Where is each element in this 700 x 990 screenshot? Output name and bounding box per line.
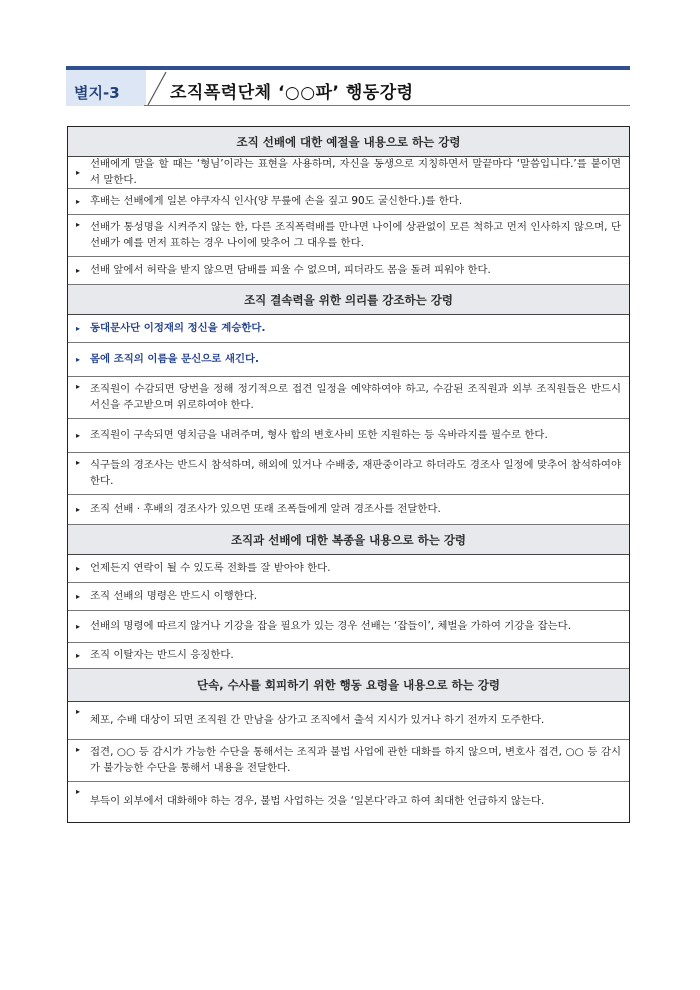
item-text: 조직 선배의 명령은 반드시 이행한다. bbox=[90, 589, 258, 602]
header-underline bbox=[144, 105, 630, 106]
item-text: 선배가 통성명을 시켜주지 않는 한, 다른 조직폭력배를 만나면 나이에 상관없이 모른 척하고 먼저 인사하지 않으며, 단 선배가 예를 먼저 표하는 경우 나이에 맞추어 그 대우를 한다. bbox=[90, 221, 621, 249]
item-text: 몸에 조직의 이름을 문신으로 새긴다. bbox=[90, 352, 259, 365]
item-text: 선배에게 말을 할 때는 ‘형님’이라는 표현을 사용하며, 자신을 동생으로 지칭하면서 말끝마다 ‘말씀입니다.’를 붙이면서 말한다. bbox=[90, 158, 621, 186]
bullet-icon: ▸ bbox=[76, 168, 81, 177]
attachment-label: 별지-3 bbox=[74, 84, 120, 102]
item-text: 식구들의 경조사는 반드시 참석하며, 해외에 있거나 수배중, 재판중이라고 하더라도 경조사 일정에 맞추어 참석하여야 한다. bbox=[90, 459, 621, 487]
section-heading: 단속, 수사를 회피하기 위한 행동 요령을 내용으로 하는 강령 bbox=[68, 669, 629, 702]
bullet-icon: ▸ bbox=[76, 220, 81, 229]
list-item bbox=[68, 315, 629, 343]
page-header bbox=[66, 66, 630, 106]
list-item bbox=[68, 643, 629, 669]
bullet-icon: ▸ bbox=[76, 197, 81, 206]
bullet-icon: ▸ bbox=[76, 431, 81, 440]
bullet-icon: ▸ bbox=[76, 458, 81, 467]
item-text: 체포, 수배 대상이 되면 조직원 간 만남을 삼가고 조직에서 출석 지시가 있거나 하기 전까지 도주한다. bbox=[90, 713, 545, 726]
list-item bbox=[68, 555, 629, 583]
item-text: 언제든지 연락이 될 수 있도록 전화를 잘 받아야 한다. bbox=[90, 561, 331, 574]
item-text: 부득이 외부에서 대화해야 하는 경우, 불법 사업하는 것을 ‘일본다’라고 하여 최대한 언급하지 않는다. bbox=[90, 795, 545, 808]
bullet-icon: ▸ bbox=[76, 505, 81, 514]
list-item bbox=[68, 343, 629, 377]
bullet-icon: ▸ bbox=[76, 564, 81, 573]
list-item bbox=[68, 215, 629, 257]
list-item bbox=[68, 377, 629, 419]
item-text: 후배는 선배에게 일본 야쿠자식 인사(양 무릎에 손을 짚고 90도 굴신한다.)를 한다. bbox=[90, 194, 463, 207]
bullet-icon: ▸ bbox=[76, 355, 81, 364]
list-item bbox=[68, 157, 629, 189]
list-item bbox=[68, 419, 629, 453]
item-text: 선배의 명령에 따르지 않거나 기강을 잡을 필요가 있는 경우 선배는 ‘잡들이’, 체벌을 가하여 기강을 잡는다. bbox=[90, 619, 572, 632]
code-of-conduct-table bbox=[67, 126, 630, 823]
item-text: 선배 앞에서 허락을 받지 않으면 담배를 피울 수 없으며, 피더라도 몸을 돌려 피워야 한다. bbox=[90, 263, 491, 276]
list-item bbox=[68, 782, 629, 822]
list-item bbox=[68, 257, 629, 285]
section-heading: 조직과 선배에 대한 복종을 내용으로 하는 강령 bbox=[68, 525, 629, 555]
list-item bbox=[68, 583, 629, 611]
item-text: 조직원이 수감되면 당번을 정해 정기적으로 접견 일정을 예약하여야 하고, 수감된 조직원과 외부 조직원들은 반드시 서신을 주고받으며 위로하여야 한다. bbox=[90, 383, 621, 411]
page-title: 조직폭력단체 ‘○○파’ 행동강령 bbox=[170, 83, 414, 103]
bullet-icon: ▸ bbox=[76, 382, 81, 391]
bullet-icon: ▸ bbox=[76, 651, 81, 660]
bullet-icon: ▸ bbox=[76, 266, 81, 275]
list-item bbox=[68, 453, 629, 495]
bullet-icon: ▸ bbox=[76, 707, 81, 716]
attachment-tab bbox=[66, 70, 146, 106]
bullet-icon: ▸ bbox=[76, 787, 81, 796]
list-item bbox=[68, 702, 629, 740]
bullet-icon: ▸ bbox=[76, 622, 81, 631]
bullet-icon: ▸ bbox=[76, 592, 81, 601]
slash-divider-icon bbox=[144, 70, 170, 106]
bullet-icon: ▸ bbox=[76, 324, 81, 333]
item-text: 조직 선배 · 후배의 경조사가 있으면 또래 조폭들에게 알려 경조사를 전달한다. bbox=[90, 502, 441, 515]
list-item bbox=[68, 740, 629, 782]
list-item bbox=[68, 611, 629, 643]
item-text: 조직 이탈자는 반드시 응징한다. bbox=[90, 648, 234, 661]
section-heading: 조직 선배에 대한 예절을 내용으로 하는 강령 bbox=[68, 127, 629, 157]
list-item bbox=[68, 495, 629, 525]
section-heading: 조직 결속력을 위한 의리를 강조하는 강령 bbox=[68, 285, 629, 315]
item-text: 동대문사단 이정재의 정신을 계승한다. bbox=[90, 321, 266, 334]
list-item bbox=[68, 189, 629, 215]
bullet-icon: ▸ bbox=[76, 745, 81, 754]
item-text: 접견, ○○ 등 감시가 가능한 수단을 통해서는 조직과 불법 사업에 관한 대화를 하지 않으며, 변호사 접견, ○○ 등 감시가 불가능한 수단을 통해서 내용을 전달한다. bbox=[90, 746, 621, 774]
item-text: 조직원이 구속되면 영치금을 내려주며, 형사 합의 변호사비 또한 지원하는 등 옥바라지를 필수로 한다. bbox=[90, 428, 548, 441]
